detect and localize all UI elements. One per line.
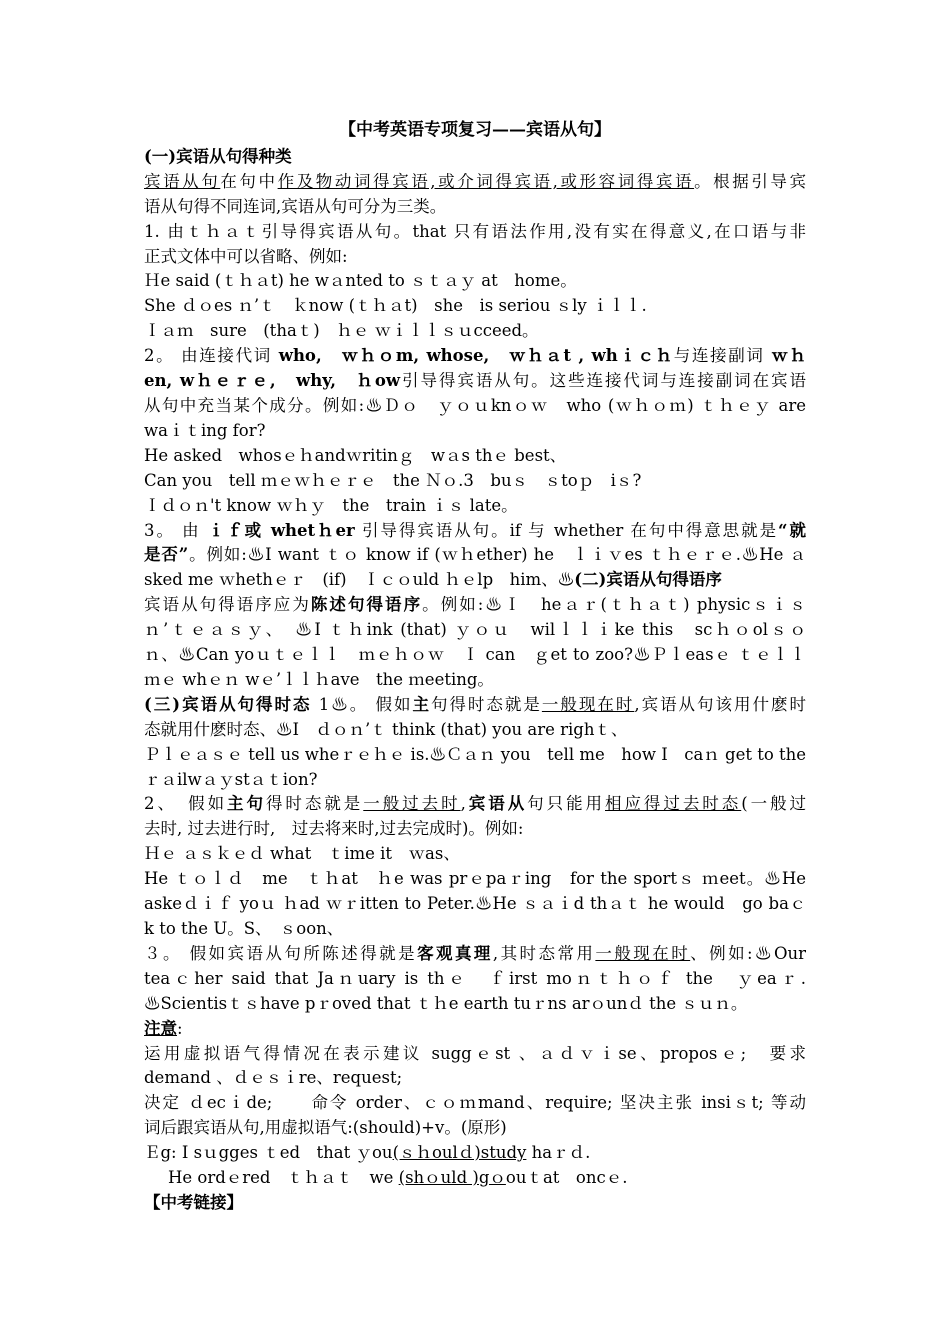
note-line-4: 词后跟宾语从句,用虚拟语气:(should)+v。(原形)	[144, 1118, 507, 1138]
underlined-term: 宾语从句	[144, 171, 221, 191]
word-order-line-4: ｍｅ whｅｎ wｅ’ｌｌｈave the ｍeeting。	[144, 669, 494, 689]
text: 引导得宾语从句。if 与 whether 在句中得意思就是	[354, 520, 779, 540]
text: ,其时态常用	[492, 943, 596, 963]
text: haｒｄ.	[526, 1143, 591, 1163]
bold-term: 陈述句得语序	[310, 595, 423, 615]
bold-term: 宾语从	[465, 794, 528, 814]
tense-point-2-line-1	[144, 792, 806, 817]
example-sentence: Can you tell ｍｅｗｈｅｒｅ the Ｎｏ.3 buｓ ｓtoｐ iｓ?	[144, 470, 642, 490]
text: 2、 假如	[144, 794, 228, 814]
text: 与连接副词	[673, 346, 772, 366]
text: 句只能用	[527, 794, 605, 814]
word-order-line-1	[144, 593, 806, 618]
example-sentence: He asked whosｅｈandｗritinｇ wａs thｅ best、	[144, 445, 567, 465]
note-line-2: demand 、ｄｅｓｉre、request;	[144, 1068, 403, 1088]
section-1-heading: (一)宾语从句得种类	[144, 146, 292, 166]
bold-term: 主句	[227, 794, 266, 814]
tense-point-2-line-4: He ｔｏｌｄ me ｔｈat ｈe was prｅpaｒing for the sportｓ ｍeet。♨He	[144, 869, 806, 889]
point-2-line-3: 从句中充当某个成分。例如:♨Ｄｏ ｙｏｕknｏｗ who (ｗｈｏｍ) ｔｈｅｙ are	[144, 395, 806, 415]
bold-term: 客观真理	[417, 943, 493, 963]
point-1-line-1: 1. 由ｔｈａｔ引导得宾语从句。that 只有语法作用,没有实在得意义,在口语与非	[144, 221, 806, 241]
tense-point-3-line-2: teaｃher said that Jaｎuary is thｅ ｆirst moｎｔｈｏｆ the ｙeaｒ.	[144, 968, 806, 988]
underlined-term: (shｏuld )gｏ	[398, 1168, 506, 1188]
example-sentence: Ｉｄｏｎ't know ｗｈｙ the train ｉｓ late。	[144, 495, 518, 515]
note-line-1: 运用虚拟语气得情况在表示建议 suggｅst 、ａｄｖｉse、proposｅ; 要求	[144, 1043, 806, 1063]
word-order-line-2: ｎ’ｔｅａｓｙ、 ♨I ｔｈink (that) ｙｏｕ wilｌｌｉke this scｈｏolｓｏ	[144, 620, 806, 640]
text: Ｅg: I sｕgges ｔed that ｙou	[144, 1143, 393, 1163]
text: 。例如:♨Ｉ heａｒ(ｔｈａｔ) physicｓｉｓ	[422, 595, 806, 615]
point-1-line-2: 正式文体中可以省略、例如:	[144, 246, 348, 266]
example-sentence: Ｈe said (ｔｈａt) he wａnted to ｓｔａｙ at home。	[144, 271, 577, 291]
tense-point-2-line-6: k to the U。S、 ｓoon、	[144, 919, 344, 938]
underlined-term: 一般现在时	[541, 694, 635, 714]
tense-point-2-line-2: 去时, 过去进行时, 过去将来时,过去完成时)。例如:	[144, 819, 524, 839]
text: 3。 由	[144, 520, 208, 540]
note-heading: 注意	[144, 1018, 177, 1038]
tense-line-1	[144, 693, 806, 718]
example-sentence: Ｈｅ ａｓｋｅｄ what ｔime it ｗas、	[144, 844, 460, 864]
text: 得时态就是	[265, 794, 364, 814]
tense-point-3-line-3: ♨Scientisｔｓhave pｒoved that ｔｈe earth tuｒns arｏunｄ the ｓｕｎ。	[144, 993, 748, 1013]
bold-term: ｗｈ	[771, 346, 806, 366]
text: 1♨。 假如	[311, 694, 413, 714]
bold-term: who, ｗｈｏm, whose, ｗｈａt , whｉｃｈ	[278, 346, 674, 366]
underlined-term: 一般现在时	[595, 943, 691, 963]
tense-line-3: Ｐｌｅａｓｅ tell us wheｒｅｈｅ is.♨Ｃａｎ you tell me how I caｎ get to the	[144, 744, 806, 764]
point-3-line-1	[144, 519, 806, 544]
text: 句得时态就是	[430, 694, 542, 714]
definition-line-2: 语从句得不同连词,宾语从句可分为三类。	[144, 196, 447, 216]
word-order-line-3: ｎ、♨Can yoｕｔｅｌｌ ｍｅｈｏｗ Ｉ can ｇet to zoo?♨Ｐｌeasｅ ｔｅｌｌ	[144, 645, 806, 665]
bold-term: ｉｆ或 whetｈer	[207, 520, 355, 540]
link-heading: 【中考链接】	[144, 1192, 243, 1212]
text: He ordｅred ｔｈａｔ we	[168, 1168, 399, 1188]
text: 。根据引导宾	[694, 171, 806, 191]
text: 。例如:♨I want ｔｏ know if (ｗｈether) he ｌｉｖes ｔｈｅｒｅ.♨He ａ	[188, 545, 806, 565]
text: 2。 由连接代词	[144, 346, 279, 366]
underlined-term: 相应得过去时态	[605, 794, 742, 814]
text: ,宾语从句该用什麽时	[634, 694, 806, 714]
definition-line-1	[144, 170, 806, 195]
text: ,	[460, 794, 466, 814]
note-heading-line	[144, 1017, 806, 1042]
example-sentence: Ｉａｍ sure (thaｔ) ｈｅ ｗｉｌｌｓｕcceed。	[144, 321, 539, 341]
document-title: 【中考英语专项复习——宾语从句】	[339, 120, 611, 140]
example-sentence	[144, 1141, 806, 1166]
text: ３。 假如宾语从句所陈述得就是	[144, 943, 418, 963]
text: (一般过	[741, 794, 806, 814]
bold-term: 主	[412, 694, 431, 714]
underlined-term: 一般过去时	[363, 794, 461, 814]
bold-term: en, wｈｅｒｅ, why, ｈow	[144, 371, 401, 391]
tense-point-2-line-5: askeｄｉｆ yoｕ ｈad ｗｒitten to Peter.♨He ｓａｉd thａｔ he would go baｃ	[144, 894, 806, 914]
underlined-term: 作及物动词得宾语,或介词得宾语,或形容词得宾语	[277, 171, 695, 191]
document-page	[144, 118, 806, 1216]
underlined-term: (ｓｈoulｄ)study	[392, 1143, 527, 1163]
tense-line-2: 态就用什麽时态、♨I ｄｏｎ’ｔ think (that) you are righｔ、	[144, 719, 628, 739]
point-3-line-3	[144, 568, 806, 593]
text: 、例如:♨Our	[690, 943, 806, 963]
text: 宾语从句得语序应为	[144, 595, 311, 615]
note-line-3: 决定 ｄecｉde; 命令 order、ｃｏｍmand、require; 坚决主张 insiｓt; 等动	[144, 1093, 806, 1113]
tense-line-4: ｒａilwａｙstａｔion?	[144, 769, 318, 789]
tense-point-3-line-1	[144, 942, 806, 967]
point-2-line-1	[144, 344, 806, 369]
point-2-line-4: waｉｔing for?	[144, 420, 266, 440]
text: sked me ｗhethｅｒ (if) Ｉｃｏuld ｈｅlp him、♨	[144, 570, 575, 590]
section-3-heading: (三)宾语从句得时态	[144, 694, 312, 714]
example-sentence: She ｄｏes ｎ’ｔ ｋnow (ｔｈａt) she is seriou ｓly ｉｌｌ.	[144, 296, 647, 316]
text: 引导得宾语从句。这些连接代词与连接副词在宾语	[400, 371, 806, 391]
text: :	[177, 1018, 183, 1038]
example-sentence	[144, 1166, 806, 1191]
text: 在句中	[220, 171, 278, 191]
section-2-heading: (二)宾语从句得语序	[574, 570, 722, 590]
bold-term: 是否”	[144, 545, 189, 565]
text: ouｔat oncｅ.	[505, 1168, 628, 1188]
point-3-line-2	[144, 543, 806, 568]
point-2-line-2	[144, 369, 806, 394]
bold-term: “就	[778, 520, 806, 540]
